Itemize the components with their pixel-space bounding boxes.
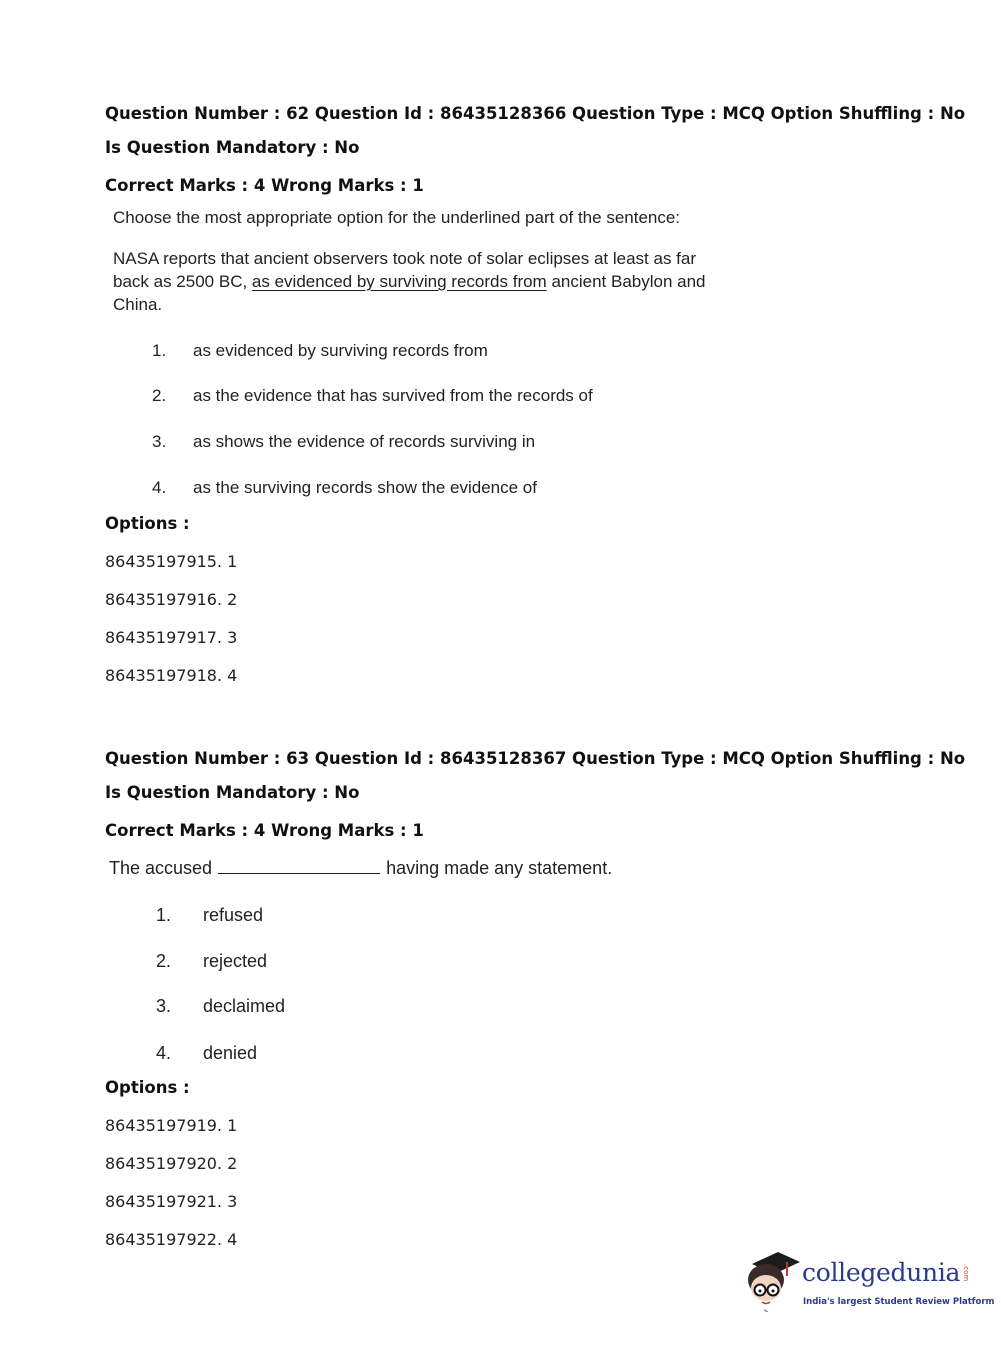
q62-instruction: Choose the most appropriate option for the underlined part of the sentence:: [113, 208, 681, 227]
q62-marks: Correct Marks : 4 Wrong Marks : 1: [105, 176, 424, 195]
mascot-icon: [742, 1250, 800, 1312]
q62-choice-num: 1.: [152, 341, 167, 360]
collegedunia-logo[interactable]: [742, 1250, 995, 1320]
q62-option-id: 86435197916. 2: [105, 590, 238, 609]
q63-stem-pre: The accused: [109, 858, 213, 878]
q63-choice-num: 3.: [156, 996, 172, 1016]
q62-sentence-line3: China.: [113, 295, 163, 314]
q63-choice-text: declaimed: [203, 996, 286, 1016]
q63-choice-num: 2.: [156, 951, 172, 971]
logo-com: .com: [962, 1264, 970, 1282]
q62-sentence-line2: [113, 272, 706, 292]
q62-option-id: 86435197918. 4: [105, 666, 238, 685]
q62-underlined-part: as evidenced by surviving records from: [251, 272, 547, 291]
q63-stem-post: having made any statement.: [386, 858, 613, 878]
q63-marks: Correct Marks : 4 Wrong Marks : 1: [105, 821, 424, 840]
q63-choice-text: denied: [203, 1043, 258, 1063]
q63-option-id: 86435197920. 2: [105, 1154, 238, 1173]
q62-choice-text: as evidenced by surviving records from: [193, 341, 488, 360]
q62-choice-num: 3.: [152, 432, 167, 451]
q62-choice-text: as shows the evidence of records surviving in: [193, 432, 536, 451]
logo-wordmark: collegedunia: [802, 1258, 961, 1287]
q63-choice-num: 1.: [156, 905, 172, 925]
logo-tagline: India's largest Student Review Platform: [803, 1297, 995, 1307]
q63-mandatory: Is Question Mandatory : No: [105, 783, 360, 802]
q63-choice-num: 4.: [156, 1043, 172, 1063]
q63-choice-text: refused: [203, 905, 264, 925]
q62-sentence-post: ancient Babylon and: [546, 272, 706, 291]
q63-option-id: 86435197922. 4: [105, 1230, 238, 1249]
q63-stem: [109, 858, 612, 879]
q63-option-id: 86435197919. 1: [105, 1116, 238, 1135]
q62-header: Question Number : 62 Question Id : 86435128366 Question Type : MCQ Option Shuffling : No: [105, 104, 966, 123]
q63-choice-text: rejected: [203, 951, 268, 971]
q62-option-id: 86435197917. 3: [105, 628, 238, 647]
q62-choice-text: as the evidence that has survived from the records of: [193, 386, 593, 405]
q62-choice-num: 2.: [152, 386, 167, 405]
q62-mandatory: Is Question Mandatory : No: [105, 138, 360, 157]
q63-blank: [218, 859, 380, 874]
q63-option-id: 86435197921. 3: [105, 1192, 238, 1211]
q62-options-label: Options :: [105, 514, 190, 533]
q62-sentence-pre: back as 2500 BC,: [113, 272, 252, 291]
q63-options-label: Options :: [105, 1078, 190, 1097]
q62-option-id: 86435197915. 1: [105, 552, 238, 571]
q62-choice-text: as the surviving records show the evidence of: [193, 478, 537, 497]
q62-choice-num: 4.: [152, 478, 167, 497]
q62-sentence-line1: NASA reports that ancient observers took note of solar eclipses at least as far: [113, 249, 697, 268]
q63-header: Question Number : 63 Question Id : 86435128367 Question Type : MCQ Option Shuffling : No: [105, 749, 966, 768]
